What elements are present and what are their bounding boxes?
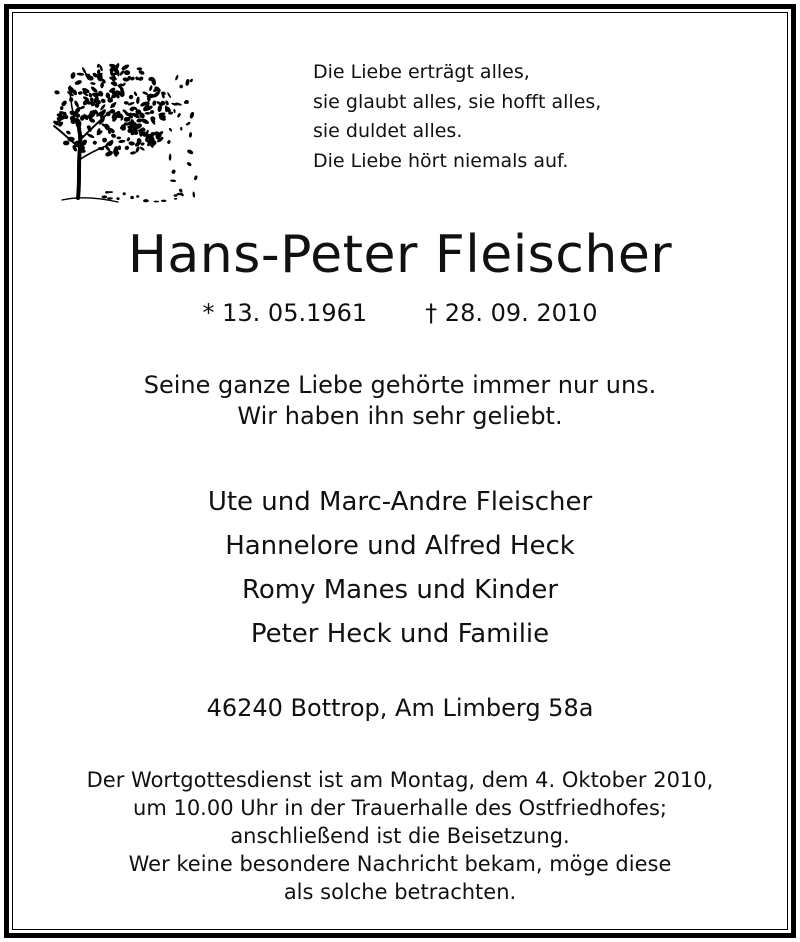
- mourner-line: Ute und Marc-Andre Fleischer: [207, 487, 593, 517]
- tribute-text: [0, 370, 800, 432]
- deceased-name: Hans-Peter Fleischer: [127, 225, 673, 285]
- birth-date: * 13. 05.1961: [202, 299, 368, 327]
- mourners-list: [0, 480, 800, 656]
- funeral-notice: [0, 766, 800, 906]
- tribute-line: Wir haben ihn sehr geliebt.: [237, 402, 563, 430]
- notice-line: Wer keine besondere Nachricht bekam, möge diese: [128, 852, 672, 876]
- tribute-line: Seine ganze Liebe gehörte immer nur uns.: [143, 371, 657, 399]
- notice-line: anschließend ist die Beisetzung.: [230, 824, 570, 848]
- windswept-tree-icon: [40, 40, 200, 210]
- quote-line: Die Liebe hört niemals auf.: [313, 149, 569, 172]
- quote-line: Die Liebe erträgt alles,: [313, 61, 530, 83]
- notice-line: Der Wortgottesdienst ist am Montag, dem 4. Oktober 2010,: [86, 768, 714, 792]
- bible-quote: [313, 58, 601, 176]
- quote-line: sie glaubt alles, sie hofft alles,: [313, 90, 602, 113]
- notice-line: als solche betrachten.: [283, 880, 517, 904]
- notice-line: um 10.00 Uhr in der Trauerhalle des Ostfriedhofes;: [133, 796, 667, 820]
- mourner-line: Romy Manes und Kinder: [241, 575, 559, 605]
- quote-line: sie duldet alles.: [313, 120, 463, 142]
- death-date: † 28. 09. 2010: [425, 299, 598, 327]
- mourner-line: Peter Heck und Familie: [250, 619, 550, 649]
- mourner-line: Hannelore und Alfred Heck: [225, 531, 575, 561]
- family-address: 46240 Bottrop, Am Limberg 58a: [206, 694, 594, 722]
- life-dates: [0, 298, 800, 328]
